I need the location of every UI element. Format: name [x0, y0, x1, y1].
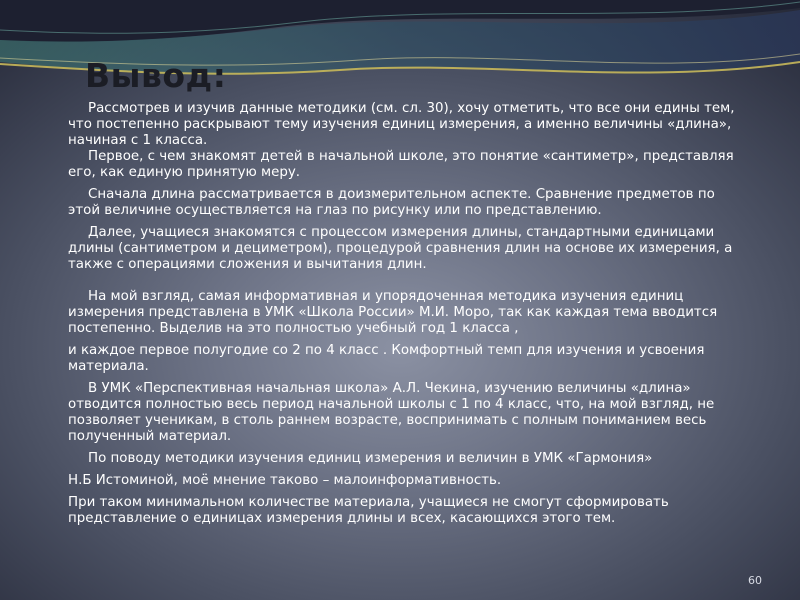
paragraph-harmony: По поводу методики изучения единиц измерения и величин в УМК «Гармония»: [88, 451, 653, 466]
slide-number: 60: [748, 574, 762, 587]
paragraph-intro: Рассмотрев и изучив данные методики (см. сл. 30), хочу отметить, что все они едины тем, что постепенно раскрывают тему изучения единиц измерения, а именно величины «длина», начиная с 1 класса.: [68, 101, 735, 148]
paragraph-istomina: Н.Б Истоминой, моё мнение таково – малоинформативность.: [68, 473, 502, 488]
paragraph-first-concept: Первое, с чем знакомят детей в начальной школе, это понятие «сантиметр», представляя его, как единую принятую меру.: [68, 149, 734, 180]
paragraph-conclusion: При таком минимальном количестве материала, учащиеся не смогут сформировать представление о единицах измерения длины и всех, касающихся этого тем.: [68, 495, 669, 526]
paragraph-pre-measurement: Сначала длина рассматривается в доизмерительном аспекте. Сравнение предметов по этой величине осуществляется на глаз по рисунку или по представлению.: [68, 187, 715, 218]
paragraph-measurement-process: Далее, учащиеся знакомятся с процессом измерения длины, стандартными единицами длины (сантиметром и дециметром), процедурой сравнения длин на основе их измерения, а также с операциями сложения и вычитания длин.: [68, 225, 733, 272]
slide-body: [68, 101, 740, 527]
paragraph-semesters: и каждое первое полугодие со 2 по 4 класс . Комфортный темп для изучения и усвоения материала.: [68, 343, 705, 374]
paragraph-perspective-school: В УМК «Перспективная начальная школа» А.Л. Чекина, изучению величины «длина» отводится полностью весь период начальной школы с 1 по 4 класс, что, на мой взгляд, не позволяет ученикам, в столь раннем возрасте, воспринимать с полным пониманием весь полученный материал.: [68, 381, 715, 444]
slide-title: Вывод:: [85, 56, 227, 95]
paragraph-school-of-russia: На мой взгляд, самая информативная и упорядоченная методика изучения единиц измерения представлена в УМК «Школа России» М.И. Моро, так как каждая тема вводится постепенно. Выделив на это полностью учебный год 1 класса ,: [68, 289, 718, 336]
